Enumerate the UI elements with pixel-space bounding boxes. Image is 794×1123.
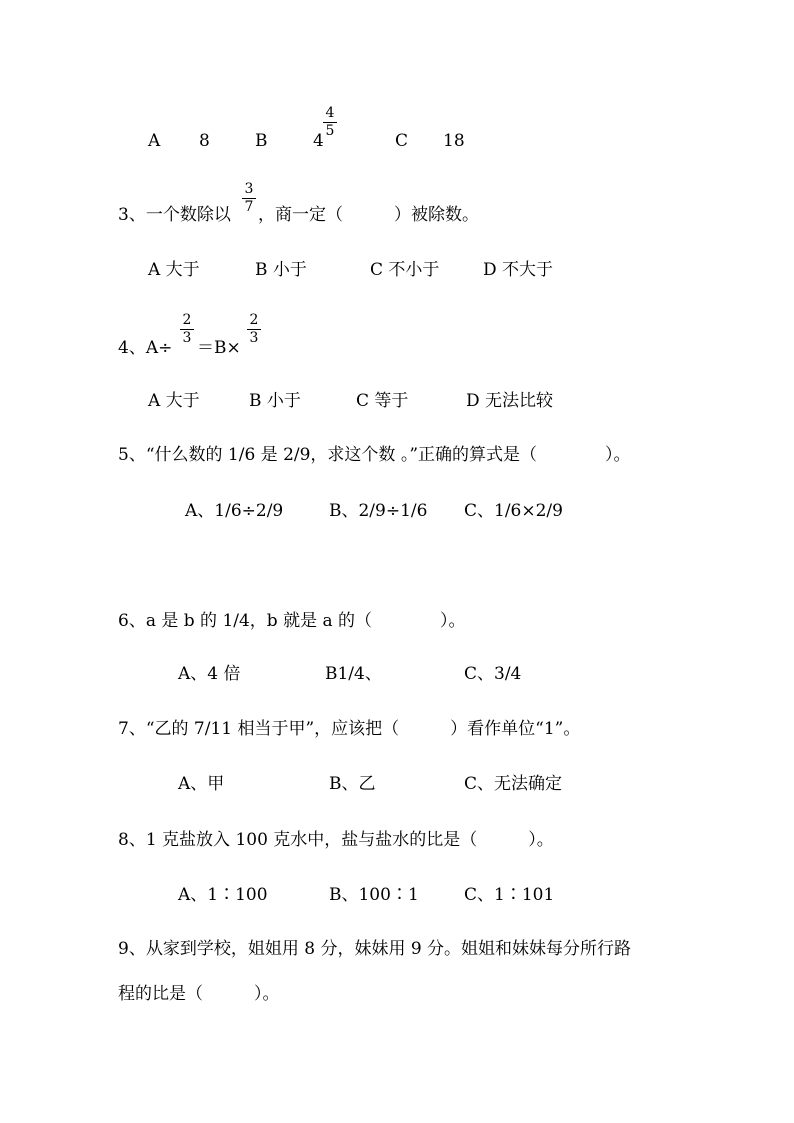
- q5-option-a: A、1/6÷2/9: [185, 501, 284, 521]
- q6-option-c: C、3/4: [464, 664, 522, 684]
- q2-option-b-label: B: [255, 131, 268, 151]
- q3-stem-pre: 3、一个数除以: [118, 205, 231, 225]
- q2-frac-num: 4: [325, 105, 335, 121]
- q3-option-a: A 大于: [148, 260, 200, 280]
- q4-stem-pre: 4、A÷: [118, 338, 173, 358]
- q4-fraction-2: [247, 313, 261, 346]
- q3-option-c: C 不小于: [370, 260, 440, 280]
- q3-frac-num: 3: [244, 181, 254, 197]
- q5-option-c: C、1/6×2/9: [464, 501, 563, 521]
- q4-frac2-den: 3: [249, 330, 259, 346]
- q8-option-b: B、100∶1: [329, 885, 419, 905]
- q7-option-a: A、甲: [178, 774, 225, 794]
- q2-option-b-fraction: [323, 106, 337, 139]
- q2-option-a-label: A: [148, 131, 161, 151]
- q2-option-c-label: C: [395, 131, 409, 151]
- q5-option-b: B、2/9÷1/6: [329, 501, 428, 521]
- q4-frac1-den: 3: [182, 330, 192, 346]
- q5-stem: 5、“什么数的 1/6 是 2/9，求这个数 。”正确的算式是（ ）。: [118, 445, 631, 465]
- q9-stem-line-2: 程的比是（ ）。: [118, 984, 280, 1004]
- q7-option-c: C、无法确定: [464, 774, 563, 794]
- q6-option-a: A、4 倍: [178, 664, 241, 684]
- q8-stem: 8、1 克盐放入 100 克水中，盐与盐水的比是（ ）。: [118, 830, 554, 850]
- q7-stem: 7、“乙的 7/11 相当于甲”，应该把（ ）看作单位“1”。: [118, 719, 581, 739]
- q3-option-d: D 不大于: [483, 260, 554, 280]
- q8-option-c: C、1∶101: [464, 885, 555, 905]
- q4-option-d: D 无法比较: [466, 391, 554, 411]
- q7-option-b: B、乙: [329, 774, 376, 794]
- q4-option-c: C 等于: [356, 391, 409, 411]
- q6-stem: 6、a 是 b 的 1/4，b 就是 a 的（ ）。: [118, 611, 466, 631]
- q8-option-a: A、1∶100: [178, 885, 268, 905]
- q4-fraction-1: [180, 313, 194, 346]
- q3-fraction: [242, 182, 256, 215]
- q2-option-c-value: 18: [443, 131, 465, 151]
- q6-option-b: B1/4、: [325, 664, 382, 684]
- q4-stem-mid: ＝B×: [197, 338, 241, 358]
- q4-option-b: B 小于: [249, 391, 301, 411]
- q4-frac1-num: 2: [182, 312, 192, 328]
- q3-stem-post: ，商一定（ ）被除数。: [258, 205, 479, 225]
- q3-frac-den: 7: [244, 199, 254, 215]
- q2-option-a-value: 8: [199, 131, 210, 151]
- q4-frac2-num: 2: [249, 312, 259, 328]
- q9-stem-line-1: 9、从家到学校，姐姐用 8 分，妹妹用 9 分。姐姐和妹妹每分所行路: [118, 939, 632, 959]
- q3-option-b: B 小于: [255, 260, 307, 280]
- q2-option-b-whole: 4: [313, 131, 324, 151]
- q2-frac-den: 5: [325, 123, 335, 139]
- q4-option-a: A 大于: [148, 391, 200, 411]
